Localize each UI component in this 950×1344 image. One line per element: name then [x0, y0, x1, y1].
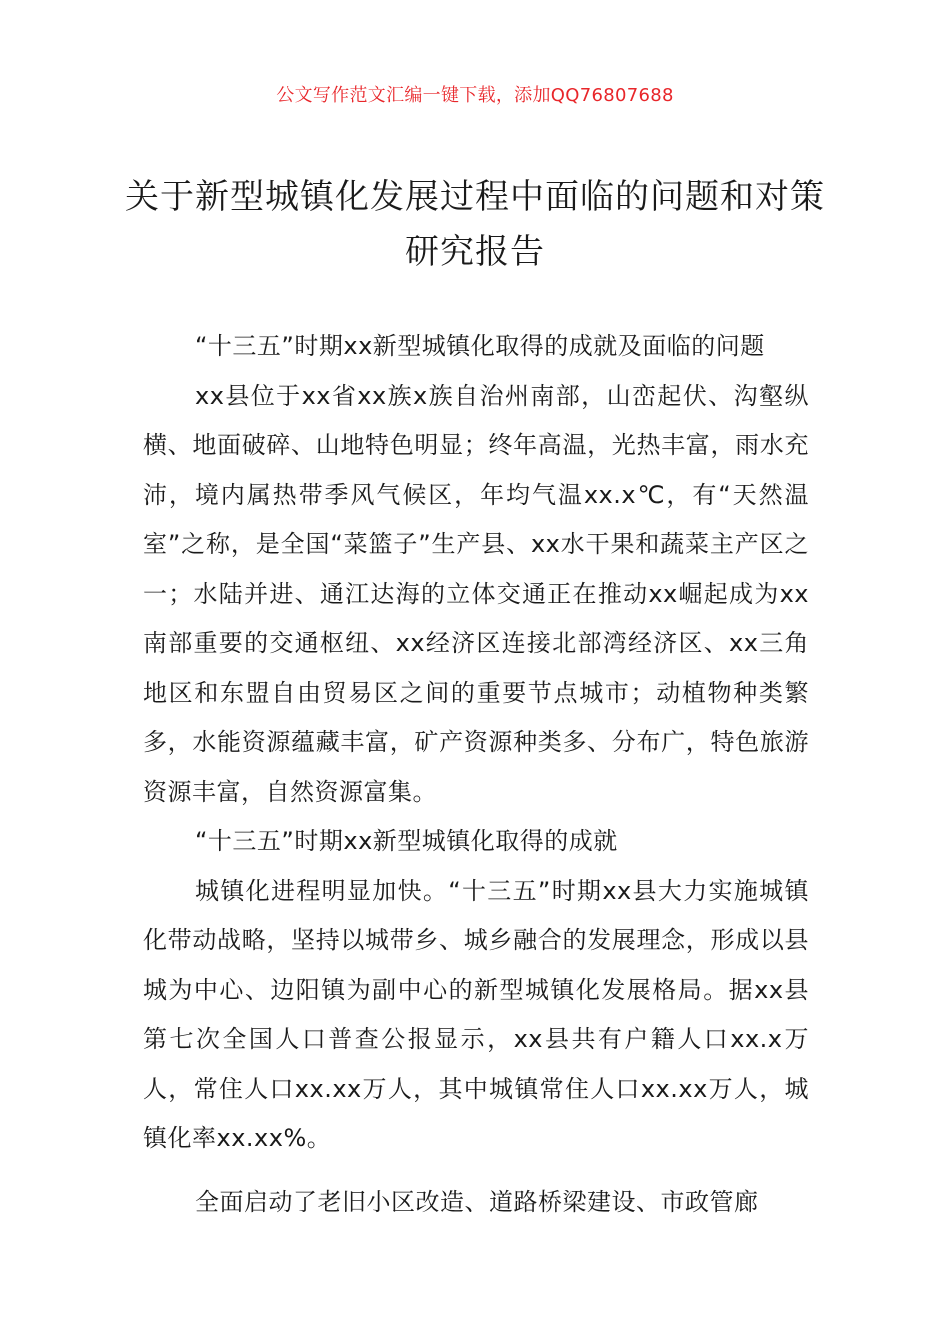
document-title: 关于新型城镇化发展过程中面临的问题和对策研究报告: [125, 177, 825, 272]
download-banner: 公文写作范文汇编一键下载，添加QQ76807688: [276, 85, 674, 106]
document-body: [143, 322, 809, 1227]
body-paragraph: xx县位于xx省xx族x族自治州南部，山峦起伏、沟壑纵横、地面破碎、山地特色明显；终年高温，光热丰富，雨水充沛，境内属热带季风气候区，年均气温xx.x℃，有“天然温室”之称，是全国“菜篮子”生产县、xx水干果和蔬菜主产区之一；水陆并进、通江达海的立体交通正在推动xx崛起成为xx南部重要的交通枢纽、xx经济区连接北部湾经济区、xx三角地区和东盟自由贸易区之间的重要节点城市；动植物种类繁多，水能资源蕴藏丰富，矿产资源种类多、分布广，特色旅游资源丰富，自然资源富集。: [143, 381, 809, 806]
body-paragraph: 全面启动了老旧小区改造、道路桥梁建设、市政管廊: [195, 1187, 759, 1216]
section-heading: “十三五”时期xx新型城镇化取得的成就及面临的问题: [195, 332, 765, 360]
body-paragraph: 城镇化进程明显加快。“十三五”时期xx县大力实施城镇化带动战略，坚持以城带乡、城乡融合的发展理念，形成以县城为中心、边阳镇为副中心的新型城镇化发展格局。据xx县第七次全国人口普查公报显示，xx县共有户籍人口xx.x万人，常住人口xx.xx万人，其中城镇常住人口xx.xx万人，城镇化率xx.xx%。: [143, 876, 809, 1152]
section-heading: “十三五”时期xx新型城镇化取得的成就: [195, 827, 618, 855]
